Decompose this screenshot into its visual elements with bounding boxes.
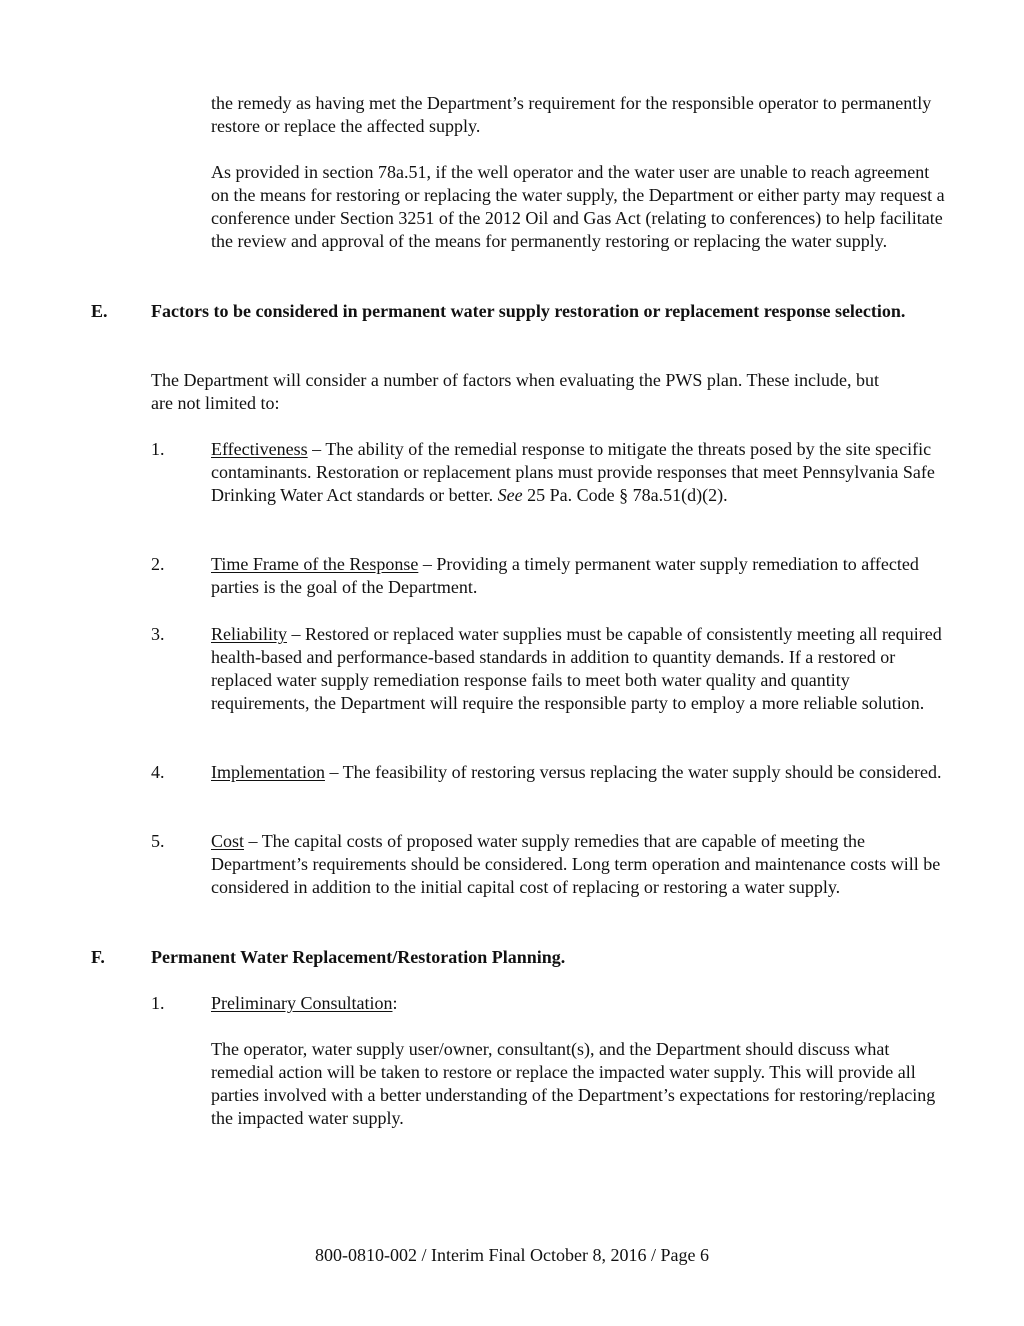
item-suffix: : bbox=[392, 993, 398, 1013]
item-number: 5. bbox=[151, 831, 165, 851]
item-number: 1. bbox=[151, 439, 165, 459]
item-number: 1. bbox=[151, 993, 165, 1013]
intro-paragraph-1 bbox=[211, 92, 946, 138]
item-term: Time Frame of the Response bbox=[211, 554, 419, 574]
list-item-time-frame bbox=[211, 553, 946, 599]
item-see: See bbox=[497, 485, 523, 505]
item-term: Preliminary Consultation bbox=[211, 993, 393, 1013]
page-footer: 800-0810-002 / Interim Final October 8, 2016 / Page 6 bbox=[315, 1245, 709, 1265]
item-text: – Restored or replaced water supplies must be capable of consistently meeting all required health-based and performance-based standards in addition to quantity demands. If a restored or replaced water supply remediation response fails to meet both water quality and quantity requirements, the Department will require the responsible party to employ a more reliable solution. bbox=[211, 624, 942, 713]
section-e-title: Factors to be considered in permanent water supply restoration or replacement response selection. bbox=[151, 301, 906, 321]
list-item-preliminary-consultation bbox=[211, 992, 946, 1015]
intro-text-2: As provided in section 78a.51, if the well operator and the water user are unable to reach agreement on the means for restoring or replacing the water supply, the Department or either party may request a conference under Section 3251 of the 2012 Oil and Gas Act (relating to conferences) to help facilitate the review and approval of the means for permanently restoring or replacing the water supply. bbox=[211, 162, 945, 251]
item-number: 4. bbox=[151, 762, 165, 782]
item-number: 3. bbox=[151, 624, 165, 644]
item-text: – The ability of the remedial response to mitigate the threats posed by the site specific contaminants. Restoration or replacement plans must provide responses that meet Pennsylvania Safe Drinking Water Act standards or better. bbox=[211, 439, 935, 505]
intro-text-1: the remedy as having met the Department’s requirement for the responsible operator to permanently restore or replace the affected supply. bbox=[211, 93, 932, 136]
consultation-body-text: The operator, water supply user/owner, consultant(s), and the Department should discuss what remedial action will be taken to restore or replace the impacted water supply. This will provide all parties involved with a better understanding of the Department’s expectations for restoring/replacing the impacted water supply. bbox=[211, 1039, 936, 1128]
preliminary-consultation-body bbox=[211, 1038, 946, 1130]
section-e-intro bbox=[151, 369, 891, 415]
item-text: – The capital costs of proposed water supply remedies that are capable of meeting the Department’s requirements should be considered. Long term operation and maintenance costs will be considered in addition to the initial capital cost of replacing or restoring a water supply. bbox=[211, 831, 941, 897]
list-item-cost bbox=[211, 830, 946, 899]
section-e-intro-text: The Department will consider a number of factors when evaluating the PWS plan. These include, but are not limited to: bbox=[151, 370, 879, 413]
section-f-title: Permanent Water Replacement/Restoration Planning. bbox=[151, 947, 566, 967]
list-item-effectiveness bbox=[211, 438, 946, 507]
item-term: Implementation bbox=[211, 762, 325, 782]
section-e-letter: E. bbox=[91, 301, 108, 321]
item-number: 2. bbox=[151, 554, 165, 574]
item-text: – Providing a timely permanent water supply remediation to affected parties is the goal of the Department. bbox=[211, 554, 919, 597]
item-term: Cost bbox=[211, 831, 245, 851]
item-text-b: 25 Pa. Code § 78a.51(d)(2). bbox=[522, 485, 728, 505]
list-item-implementation bbox=[211, 761, 946, 784]
list-item-reliability bbox=[211, 623, 946, 715]
section-f-letter: F. bbox=[91, 947, 105, 967]
item-text: – The feasibility of restoring versus replacing the water supply should be considered. bbox=[324, 762, 942, 782]
item-term: Effectiveness bbox=[211, 439, 308, 459]
intro-paragraph-2 bbox=[211, 161, 946, 253]
item-term: Reliability bbox=[211, 624, 287, 644]
